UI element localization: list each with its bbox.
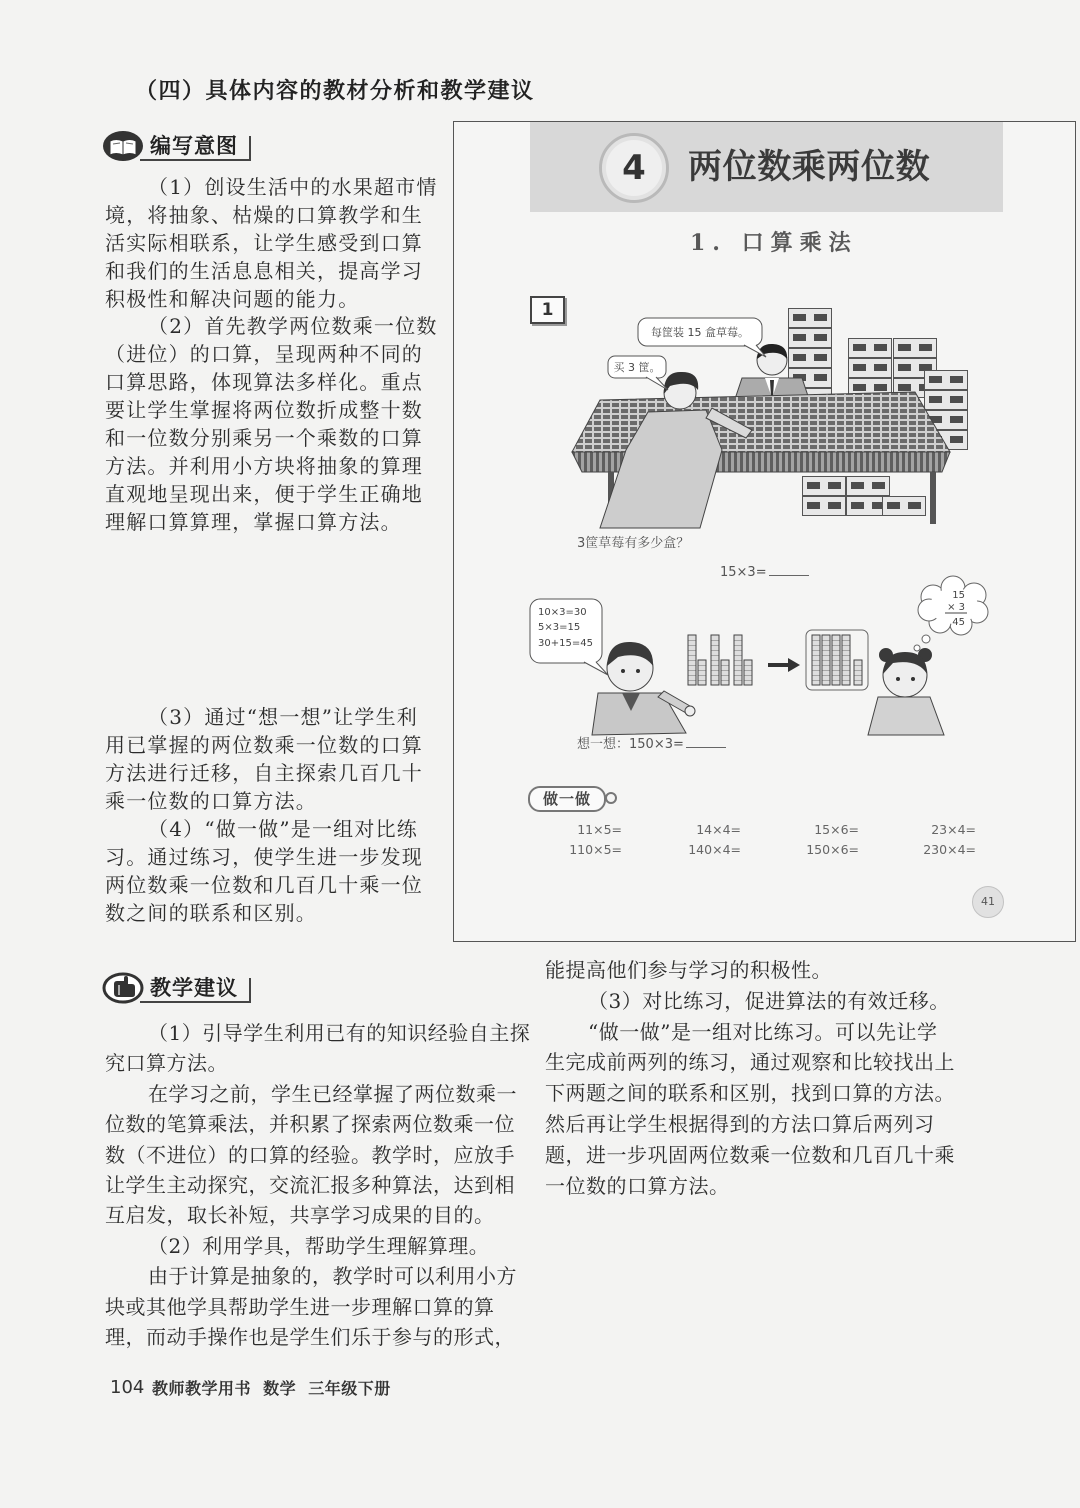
- advice-heading: 教学建议: [150, 976, 238, 1000]
- text-line: （进位）的口算，呈现两种不同的: [105, 342, 423, 366]
- footer-page-number: 104: [110, 1377, 145, 1398]
- ten-rod: [822, 635, 830, 685]
- practice-item: 140×4=: [688, 842, 741, 857]
- base-ten-blocks-45: [806, 630, 868, 690]
- calculation-illustration: [528, 575, 990, 737]
- text-line: 互启发，取长补短，共享学习成果的目的。: [105, 1203, 495, 1228]
- advice-heading-rule: [140, 1001, 251, 1003]
- crate: [789, 329, 832, 348]
- practice-label-tail: [605, 792, 617, 804]
- ten-rod: [688, 635, 696, 685]
- footer-book-title: 教师教学用书 数学 三年级下册: [152, 1379, 391, 1398]
- text-line: （3）通过“想一想”让学生利: [148, 705, 418, 729]
- seller-speech-text: 每筐装 15 盒草莓。: [651, 326, 749, 339]
- crate: [789, 349, 832, 368]
- crate: [803, 497, 846, 516]
- text-line: 和一位数分别乘另一个乘数的口算: [105, 426, 423, 450]
- ten-rod: [842, 635, 850, 685]
- text-line: 数之间的联系和区别。: [105, 901, 317, 925]
- text-line: 方法。并利用小方块将抽象的算理: [105, 454, 423, 478]
- advice-right-column: [545, 955, 975, 1201]
- text-line: 位数的笔算乘法，并积累了探索两位数乘一位: [105, 1112, 515, 1137]
- crate: [925, 391, 968, 410]
- practice-label: 做一做: [528, 786, 606, 812]
- crate: [847, 477, 890, 496]
- text-line: 数（不进位）的口算的经验。教学时，应放手: [105, 1142, 515, 1167]
- text-line: 生完成前两列的练习，通过观察和比较找出上: [545, 1050, 955, 1075]
- unit-cubes: [721, 660, 729, 685]
- crate: [883, 497, 926, 516]
- text-line: 由于计算是抽象的，教学时可以利用小方: [148, 1264, 517, 1289]
- advice-left-column: [105, 1018, 535, 1352]
- text-line: 直观地呈现出来，便于学生正确地: [105, 482, 423, 506]
- text-line: 口算思路，体现算法多样化。重点: [105, 370, 423, 394]
- crate: [849, 359, 892, 378]
- text-line: （1）创设生活中的水果超市情: [148, 175, 438, 199]
- crate: [789, 309, 832, 328]
- text-line: 块或其他学具帮助学生进一步理解口算的算: [105, 1294, 495, 1319]
- bubble-line: 30+15=45: [538, 638, 593, 649]
- practice-item: 110×5=: [569, 842, 622, 857]
- text-line: 乘一位数的口算方法。: [105, 789, 317, 813]
- intent-heading-rule: [140, 159, 251, 161]
- practice-item: 230×4=: [923, 842, 976, 857]
- thought-line: 15: [952, 590, 965, 601]
- text-line: “做一做”是一组对比练习。可以先让学: [588, 1019, 938, 1044]
- unit-number-badge: 4: [599, 133, 669, 203]
- practice-column: [896, 820, 976, 860]
- crate: [849, 339, 892, 358]
- text-line: 究口算方法。: [105, 1051, 228, 1076]
- practice-item: 11×5=: [577, 822, 622, 837]
- example-label: 1: [530, 296, 565, 324]
- girl-thought-bubble: [914, 576, 988, 651]
- practice-column: [661, 820, 741, 860]
- lesson-title: 1. 口算乘法: [690, 230, 858, 256]
- textbook-page-number: 41: [972, 886, 1004, 918]
- ten-rod: [812, 635, 820, 685]
- text-line: 用已掌握的两位数乘一位数的口算: [105, 733, 423, 757]
- advice-heading-tick: [249, 978, 251, 1003]
- text-line: 然后再让学生根据得到的方法口算后两列习: [545, 1111, 935, 1136]
- intent-heading: 编写意图: [150, 134, 238, 158]
- text-line: （3）对比练习，促进算法的有效迁移。: [588, 988, 950, 1013]
- thought-line: 45: [952, 617, 965, 628]
- crate: [894, 339, 937, 358]
- book-icon: [102, 130, 146, 162]
- text-line: （4）“做一做”是一组对比练: [148, 817, 418, 841]
- unit-cubes: [744, 660, 752, 685]
- practice-column: [542, 820, 622, 860]
- ten-rod: [711, 635, 719, 685]
- pointer-hand-icon: [102, 972, 146, 1004]
- text-line: 能提高他们参与学习的积极性。: [545, 958, 832, 982]
- buyer-speech-text: 买 3 筐。: [613, 361, 661, 374]
- unit-title: 两位数乘两位数: [688, 147, 931, 187]
- boy-speech-bubble: [530, 599, 608, 675]
- text-line: 习。通过练习，使学生进一步发现: [105, 845, 423, 869]
- unit-cubes: [854, 660, 862, 685]
- ten-rod: [832, 635, 840, 685]
- unit-cubes: [698, 660, 706, 685]
- text-line: 活实际相联系，让学生感受到口算: [105, 231, 423, 255]
- boy-figure: [592, 642, 695, 735]
- text-line: 要让学生掌握将两位数折成整十数: [105, 398, 423, 422]
- base-ten-blocks-15x3: [688, 635, 752, 685]
- text-line: 下两题之间的联系和区别，找到口算的方法。: [545, 1081, 955, 1106]
- intent-paragraph-2: [105, 312, 445, 536]
- text-line: 在学习之前，学生已经掌握了两位数乘一: [148, 1081, 517, 1106]
- text-line: 境，将抽象、枯燥的口算教学和生: [105, 203, 423, 227]
- text-line: 理解口算算理，掌握口算方法。: [105, 510, 402, 534]
- text-line: 题，进一步巩固两位数乘一位数和几百几十乘: [545, 1142, 955, 1167]
- intent-paragraph-4: [105, 815, 445, 927]
- seller-speech-bubble: [638, 318, 766, 357]
- answer-blank: [686, 735, 726, 748]
- practice-column: [779, 820, 859, 860]
- crate: [803, 477, 846, 496]
- text-line: 理，而动手操作也是学生们乐于参与的形式，: [105, 1324, 515, 1349]
- text-line: 让学生主动探究，交流汇报多种算法，达到相: [105, 1172, 515, 1197]
- crate: [925, 371, 968, 390]
- think-prompt: [577, 735, 726, 754]
- equation-text: 15×3=: [720, 565, 767, 580]
- fruit-market-illustration: [530, 300, 970, 530]
- intent-paragraph-1: [105, 173, 445, 313]
- girl-figure: [868, 648, 944, 735]
- text-line: （2）首先教学两位数乘一位数: [148, 314, 438, 338]
- text-line: 一位数的口算方法。: [545, 1173, 730, 1198]
- section-title: （四）具体内容的教材分析和教学建议: [135, 79, 535, 104]
- text-line: 和我们的生活息息相关，提高学习: [105, 259, 423, 283]
- text-line: 方法进行迁移，自主探索几百几十: [105, 761, 423, 785]
- ten-rod: [734, 635, 742, 685]
- think-prompt-text: 想一想：150×3=: [577, 737, 684, 752]
- intent-heading-tick: [249, 136, 251, 161]
- intent-paragraph-3: [105, 703, 445, 815]
- practice-item: 150×6=: [806, 842, 859, 857]
- word-problem-question: 3筐草莓有多少盒？: [577, 536, 690, 551]
- practice-item: 23×4=: [931, 822, 976, 837]
- buyer-speech-bubble: [608, 356, 668, 390]
- bubble-line: 10×3=30: [538, 607, 587, 618]
- text-line: 两位数乘一位数和几百几十乘一位: [105, 873, 423, 897]
- thought-line: × 3: [947, 602, 965, 613]
- bubble-line: 5×3=15: [538, 622, 581, 633]
- arrow-right-icon: [768, 658, 800, 672]
- text-line: （1）引导学生利用已有的知识经验自主探: [148, 1021, 531, 1045]
- text-line: 积极性和解决问题的能力。: [105, 287, 360, 311]
- practice-item: 15×6=: [814, 822, 859, 837]
- practice-item: 14×4=: [696, 822, 741, 837]
- text-line: （2）利用学具，帮助学生理解算理。: [148, 1233, 490, 1258]
